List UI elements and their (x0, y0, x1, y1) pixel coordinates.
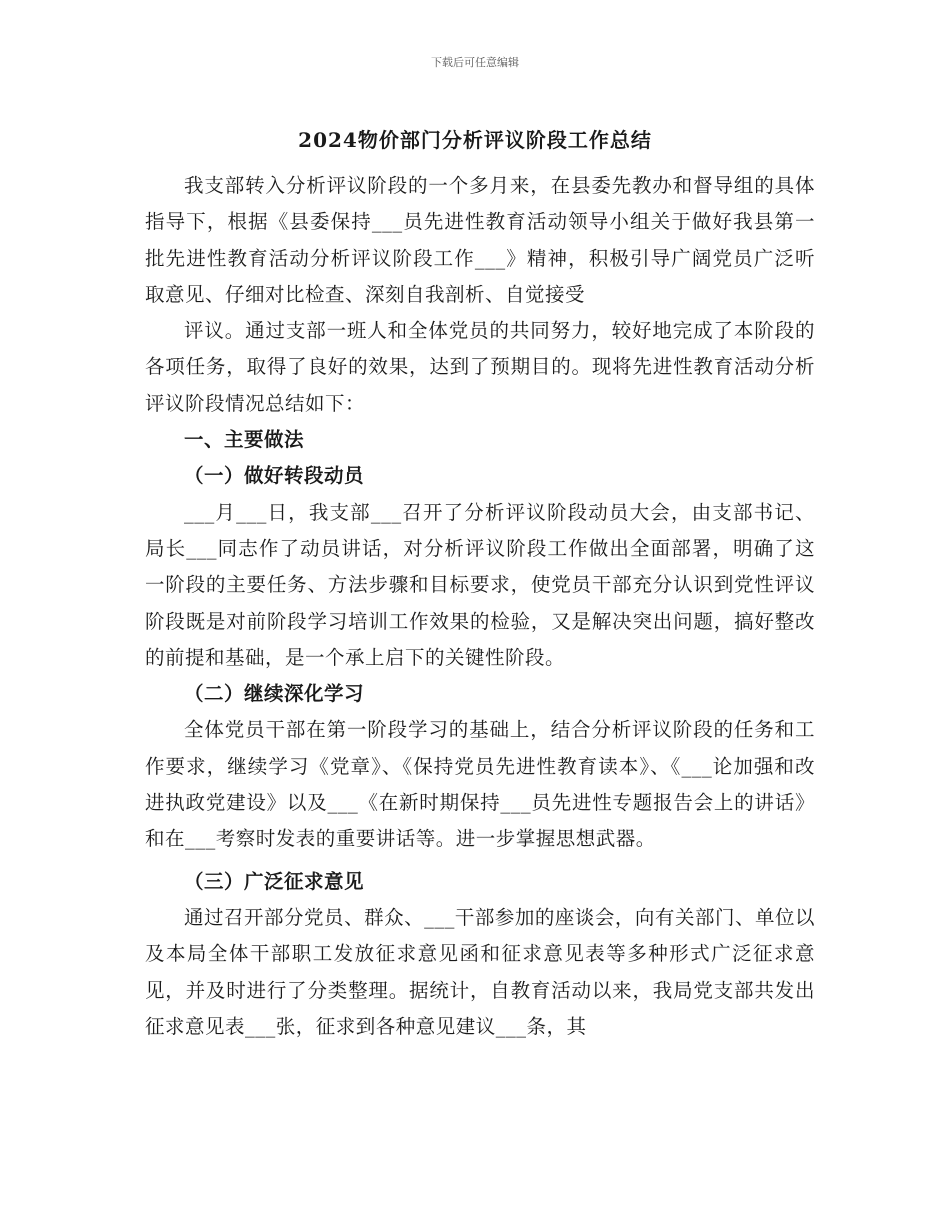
subsection-2-heading: （二）继续深化学习 (184, 682, 365, 706)
subsection-1-heading: （一）做好转段动员 (184, 464, 365, 488)
intro-paragraph-1: 我支部转入分析评议阶段的一个多月来，在县委先教办和督导组的具体指导下，根据《县委保持___员先进性教育活动领导小组关于做好我县第一批先进性教育活动分析评议阶段工作___》精神，积极引导广阔党员广泛听取意见、仔细对比检查、深刻自我剖析、自觉接受 (145, 174, 815, 306)
document-body (145, 168, 815, 1045)
subsection-3-paragraph: 通过召开部分党员、群众、___干部参加的座谈会，向有关部门、单位以及本局全体干部职工发放征求意见函和征求意见表等多种形式广泛征求意见，并及时进行了分类整理。据统计，自教育活动以来，我局党支部共发出征求意见表___张，征求到各种意见建议___条，其 (145, 905, 815, 1038)
subsection-3-heading: （三）广泛征求意见 (184, 869, 365, 893)
document-title: 2024物价部门分析评议阶段工作总结 (298, 128, 652, 152)
subsection-1-paragraph: ___月___日，我支部___召开了分析评议阶段动员大会，由支部书记、局长___同志作了动员讲话，对分析评议阶段工作做出全面部署，明确了这一阶段的主要任务、方法步骤和目标要求，使党员干部充分认识到党性评议阶段既是对前阶段学习培训工作效果的检验，又是解决突出问题，搞好整改的前提和基础，是一个承上启下的关键性阶段。 (145, 500, 815, 669)
subsection-2-paragraph: 全体党员干部在第一阶段学习的基础上，结合分析评议阶段的任务和工作要求，继续学习《党章》、《保持党员先进性教育读本》、《___论加强和改进执政党建设》以及___《在新时期保持___员先进性专题报告会上的讲话》和在___考察时发表的重要讲话等。进一步掌握思想武器。 (145, 718, 815, 851)
page-header-note: 下载后可任意编辑 (431, 56, 519, 69)
intro-paragraph-2: 评议。通过支部一班人和全体党员的共同努力，较好地完成了本阶段的各项任务，取得了良好的效果，达到了预期目的。现将先进性教育活动分析评议阶段情况总结如下： (145, 319, 815, 415)
section-1-heading: 一、主要做法 (184, 428, 305, 452)
